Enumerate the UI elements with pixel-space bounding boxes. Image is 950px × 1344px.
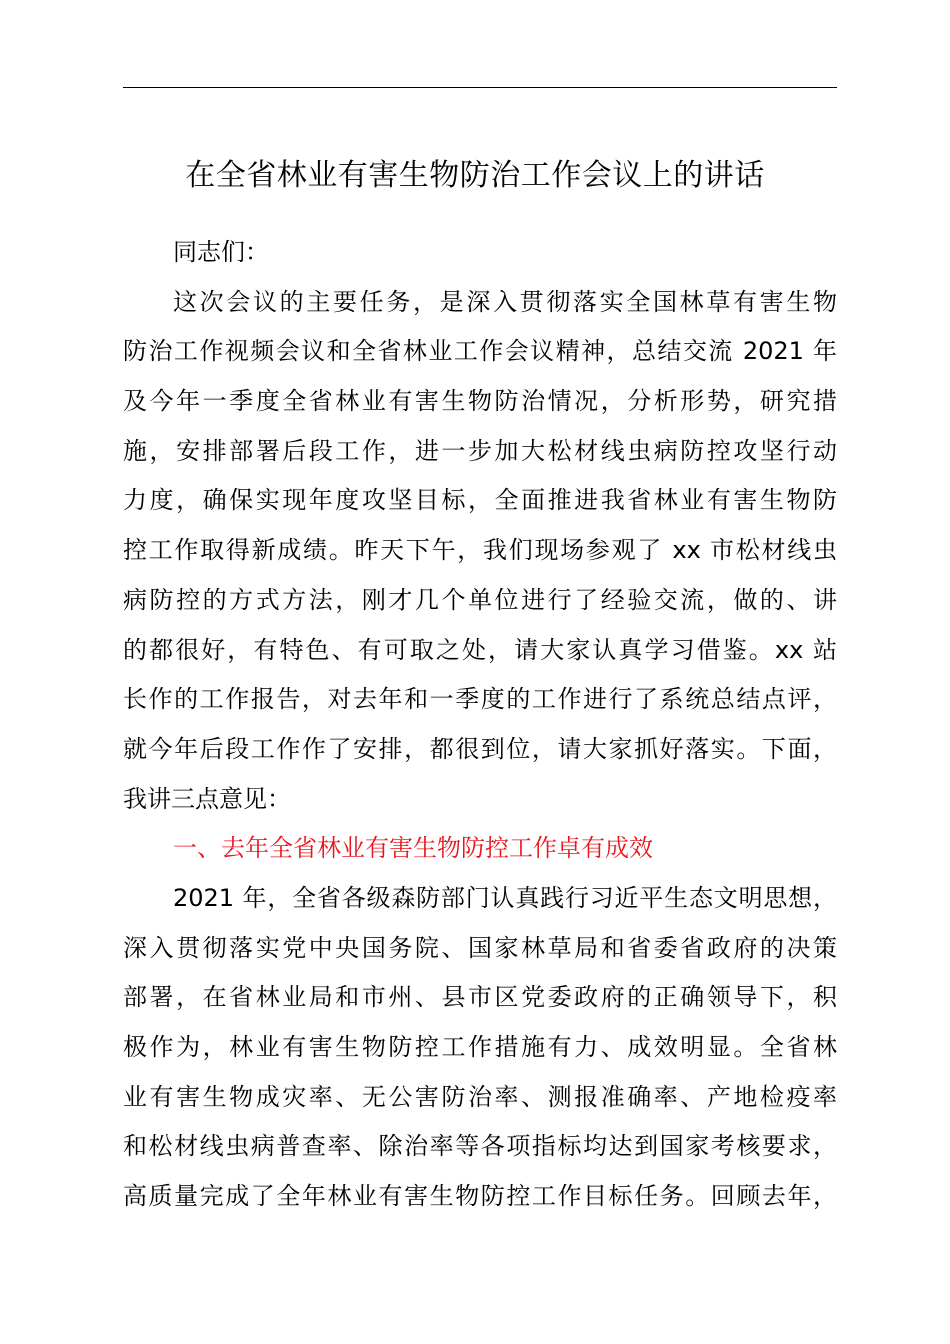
paragraph-line: 2021 年，全省各级森防部门认真践行习近平生态文明思想， [173,883,837,912]
paragraph-line: 控工作取得新成绩。昨天下午，我们现场参观了 xx 市松材线虫 [123,536,837,565]
paragraph-line: 我讲三点意见： [123,784,291,813]
paragraph-line: 和松材线虫病普查率、除治率等各项指标均达到国家考核要求， [123,1132,837,1161]
paragraph-line: 的都很好，有特色、有可取之处，请大家认真学习借鉴。xx 站 [123,635,837,664]
document-title: 在全省林业有害生物防治工作会议上的讲话 [185,158,765,193]
paragraph-line: 就今年后段工作作了安排，都很到位，请大家抓好落实。下面， [123,734,837,763]
paragraph-line: 施，安排部署后段工作，进一步加大松材线虫病防控攻坚行动 [123,436,837,465]
document-body [123,228,837,1222]
salutation: 同志们： [173,238,269,266]
paragraph-line: 长作的工作报告，对去年和一季度的工作进行了系统总结点评， [123,685,837,714]
paragraph-line: 极作为，林业有害生物防控工作措施有力、成效明显。全省林 [123,1033,837,1061]
paragraph-line: 深入贯彻落实党中央国务院、国家林草局和省委省政府的决策 [123,933,837,962]
paragraph-line: 力度，确保实现年度攻坚目标，全面推进我省林业有害生物防 [123,486,837,515]
paragraph-line: 及今年一季度全省林业有害生物防治情况，分析形势，研究措 [123,387,837,416]
paragraph-line: 高质量完成了全年林业有害生物防控工作目标任务。回顾去年， [123,1182,837,1211]
paragraph-line: 病防控的方式方法，刚才几个单位进行了经验交流，做的、讲 [123,585,837,614]
section-heading: 一、去年全省林业有害生物防控工作卓有成效 [173,834,653,863]
paragraph-line: 业有害生物成灾率、无公害防治率、测报准确率、产地检疫率 [123,1082,837,1111]
paragraph-line: 部署，在省林业局和市州、县市区党委政府的正确领导下，积 [123,983,837,1012]
paragraph-line: 这次会议的主要任务，是深入贯彻落实全国林草有害生物 [173,287,837,316]
paragraph-line: 防治工作视频会议和全省林业工作会议精神，总结交流 2021 年 [123,337,837,366]
header-rule [123,87,837,88]
